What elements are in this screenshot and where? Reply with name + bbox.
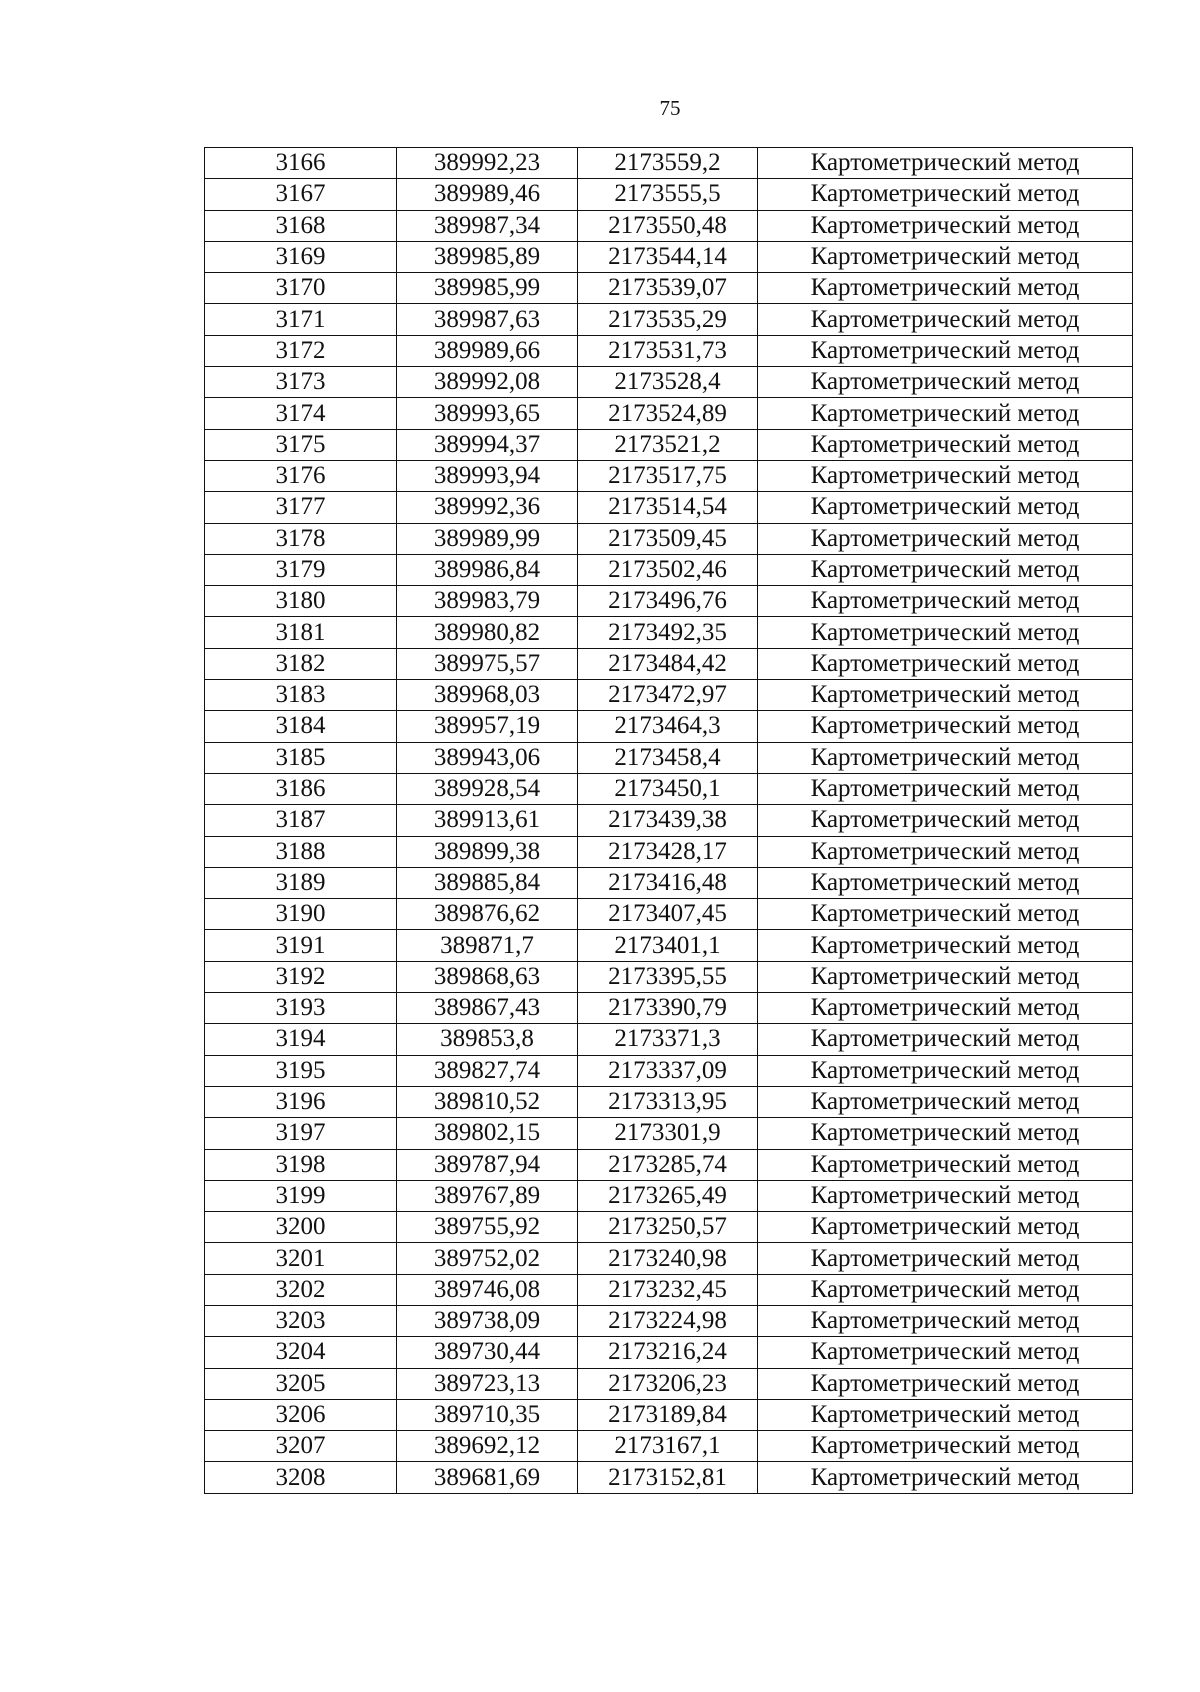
x-coordinate-cell: 389968,03 bbox=[397, 680, 578, 711]
y-coordinate-cell: 2173464,3 bbox=[578, 711, 758, 742]
method-cell: Картометрический метод bbox=[758, 1180, 1133, 1211]
x-coordinate-cell: 389868,63 bbox=[397, 961, 578, 992]
point-number-cell: 3196 bbox=[205, 1086, 397, 1117]
point-number-cell: 3167 bbox=[205, 179, 397, 210]
y-coordinate-cell: 2173206,23 bbox=[578, 1368, 758, 1399]
method-cell: Картометрический метод bbox=[758, 429, 1133, 460]
point-number-cell: 3170 bbox=[205, 273, 397, 304]
point-number-cell: 3198 bbox=[205, 1149, 397, 1180]
method-cell: Картометрический метод bbox=[758, 304, 1133, 335]
x-coordinate-cell: 389975,57 bbox=[397, 648, 578, 679]
method-cell: Картометрический метод bbox=[758, 899, 1133, 930]
x-coordinate-cell: 389810,52 bbox=[397, 1086, 578, 1117]
method-cell: Картометрический метод bbox=[758, 1431, 1133, 1462]
point-number-cell: 3186 bbox=[205, 773, 397, 804]
method-cell: Картометрический метод bbox=[758, 273, 1133, 304]
x-coordinate-cell: 389957,19 bbox=[397, 711, 578, 742]
point-number-cell: 3205 bbox=[205, 1368, 397, 1399]
y-coordinate-cell: 2173232,45 bbox=[578, 1274, 758, 1305]
method-cell: Картометрический метод bbox=[758, 680, 1133, 711]
x-coordinate-cell: 389710,35 bbox=[397, 1399, 578, 1430]
method-cell: Картометрический метод bbox=[758, 523, 1133, 554]
y-coordinate-cell: 2173502,46 bbox=[578, 554, 758, 585]
x-coordinate-cell: 389723,13 bbox=[397, 1368, 578, 1399]
table-row bbox=[205, 805, 1133, 836]
x-coordinate-cell: 389987,34 bbox=[397, 210, 578, 241]
y-coordinate-cell: 2173524,89 bbox=[578, 398, 758, 429]
table-row bbox=[205, 742, 1133, 773]
table-row bbox=[205, 1431, 1133, 1462]
point-number-cell: 3169 bbox=[205, 241, 397, 272]
table-row bbox=[205, 773, 1133, 804]
x-coordinate-cell: 389681,69 bbox=[397, 1462, 578, 1493]
point-number-cell: 3176 bbox=[205, 460, 397, 491]
y-coordinate-cell: 2173539,07 bbox=[578, 273, 758, 304]
x-coordinate-cell: 389746,08 bbox=[397, 1274, 578, 1305]
method-cell: Картометрический метод bbox=[758, 241, 1133, 272]
point-number-cell: 3206 bbox=[205, 1399, 397, 1430]
method-cell: Картометрический метод bbox=[758, 836, 1133, 867]
method-cell: Картометрический метод bbox=[758, 492, 1133, 523]
table-row bbox=[205, 398, 1133, 429]
y-coordinate-cell: 2173458,4 bbox=[578, 742, 758, 773]
point-number-cell: 3190 bbox=[205, 899, 397, 930]
y-coordinate-cell: 2173509,45 bbox=[578, 523, 758, 554]
point-number-cell: 3187 bbox=[205, 805, 397, 836]
table-row bbox=[205, 1118, 1133, 1149]
table-row bbox=[205, 1305, 1133, 1336]
table-row bbox=[205, 273, 1133, 304]
point-number-cell: 3193 bbox=[205, 993, 397, 1024]
x-coordinate-cell: 389989,66 bbox=[397, 335, 578, 366]
x-coordinate-cell: 389987,63 bbox=[397, 304, 578, 335]
point-number-cell: 3175 bbox=[205, 429, 397, 460]
method-cell: Картометрический метод bbox=[758, 179, 1133, 210]
method-cell: Картометрический метод bbox=[758, 993, 1133, 1024]
table-row bbox=[205, 1243, 1133, 1274]
y-coordinate-cell: 2173450,1 bbox=[578, 773, 758, 804]
x-coordinate-cell: 389899,38 bbox=[397, 836, 578, 867]
y-coordinate-cell: 2173531,73 bbox=[578, 335, 758, 366]
point-number-cell: 3204 bbox=[205, 1337, 397, 1368]
point-number-cell: 3195 bbox=[205, 1055, 397, 1086]
table-row bbox=[205, 460, 1133, 491]
method-cell: Картометрический метод bbox=[758, 1337, 1133, 1368]
point-number-cell: 3194 bbox=[205, 1024, 397, 1055]
y-coordinate-cell: 2173416,48 bbox=[578, 867, 758, 898]
x-coordinate-cell: 389992,08 bbox=[397, 367, 578, 398]
method-cell: Картометрический метод bbox=[758, 617, 1133, 648]
point-number-cell: 3199 bbox=[205, 1180, 397, 1211]
y-coordinate-cell: 2173407,45 bbox=[578, 899, 758, 930]
coordinates-table-body bbox=[205, 148, 1133, 1494]
y-coordinate-cell: 2173301,9 bbox=[578, 1118, 758, 1149]
table-row bbox=[205, 1274, 1133, 1305]
y-coordinate-cell: 2173559,2 bbox=[578, 148, 758, 179]
method-cell: Картометрический метод bbox=[758, 1399, 1133, 1430]
point-number-cell: 3200 bbox=[205, 1212, 397, 1243]
table-row bbox=[205, 304, 1133, 335]
table-row bbox=[205, 867, 1133, 898]
x-coordinate-cell: 389867,43 bbox=[397, 993, 578, 1024]
point-number-cell: 3191 bbox=[205, 930, 397, 961]
table-row bbox=[205, 1368, 1133, 1399]
x-coordinate-cell: 389943,06 bbox=[397, 742, 578, 773]
table-row bbox=[205, 523, 1133, 554]
y-coordinate-cell: 2173395,55 bbox=[578, 961, 758, 992]
method-cell: Картометрический метод bbox=[758, 867, 1133, 898]
method-cell: Картометрический метод bbox=[758, 742, 1133, 773]
point-number-cell: 3178 bbox=[205, 523, 397, 554]
method-cell: Картометрический метод bbox=[758, 367, 1133, 398]
point-number-cell: 3168 bbox=[205, 210, 397, 241]
method-cell: Картометрический метод bbox=[758, 1462, 1133, 1493]
x-coordinate-cell: 389752,02 bbox=[397, 1243, 578, 1274]
point-number-cell: 3203 bbox=[205, 1305, 397, 1336]
x-coordinate-cell: 389787,94 bbox=[397, 1149, 578, 1180]
x-coordinate-cell: 389755,92 bbox=[397, 1212, 578, 1243]
table-row bbox=[205, 1149, 1133, 1180]
point-number-cell: 3166 bbox=[205, 148, 397, 179]
x-coordinate-cell: 389928,54 bbox=[397, 773, 578, 804]
y-coordinate-cell: 2173390,79 bbox=[578, 993, 758, 1024]
point-number-cell: 3179 bbox=[205, 554, 397, 585]
table-row bbox=[205, 586, 1133, 617]
method-cell: Картометрический метод bbox=[758, 1243, 1133, 1274]
y-coordinate-cell: 2173189,84 bbox=[578, 1399, 758, 1430]
y-coordinate-cell: 2173472,97 bbox=[578, 680, 758, 711]
x-coordinate-cell: 389802,15 bbox=[397, 1118, 578, 1149]
page-number: 75 bbox=[659, 96, 681, 120]
x-coordinate-cell: 389827,74 bbox=[397, 1055, 578, 1086]
x-coordinate-cell: 389985,99 bbox=[397, 273, 578, 304]
point-number-cell: 3182 bbox=[205, 648, 397, 679]
x-coordinate-cell: 389885,84 bbox=[397, 867, 578, 898]
table-row bbox=[205, 367, 1133, 398]
method-cell: Картометрический метод bbox=[758, 460, 1133, 491]
method-cell: Картометрический метод bbox=[758, 398, 1133, 429]
y-coordinate-cell: 2173484,42 bbox=[578, 648, 758, 679]
method-cell: Картометрический метод bbox=[758, 210, 1133, 241]
point-number-cell: 3180 bbox=[205, 586, 397, 617]
method-cell: Картометрический метод bbox=[758, 930, 1133, 961]
point-number-cell: 3208 bbox=[205, 1462, 397, 1493]
x-coordinate-cell: 389871,7 bbox=[397, 930, 578, 961]
table-row bbox=[205, 711, 1133, 742]
method-cell: Картометрический метод bbox=[758, 1274, 1133, 1305]
y-coordinate-cell: 2173514,54 bbox=[578, 492, 758, 523]
y-coordinate-cell: 2173550,48 bbox=[578, 210, 758, 241]
y-coordinate-cell: 2173167,1 bbox=[578, 1431, 758, 1462]
table-row bbox=[205, 554, 1133, 585]
table-row bbox=[205, 617, 1133, 648]
method-cell: Картометрический метод bbox=[758, 961, 1133, 992]
table-row bbox=[205, 179, 1133, 210]
y-coordinate-cell: 2173439,38 bbox=[578, 805, 758, 836]
y-coordinate-cell: 2173224,98 bbox=[578, 1305, 758, 1336]
x-coordinate-cell: 389985,89 bbox=[397, 241, 578, 272]
x-coordinate-cell: 389993,65 bbox=[397, 398, 578, 429]
table-row bbox=[205, 335, 1133, 366]
x-coordinate-cell: 389992,36 bbox=[397, 492, 578, 523]
method-cell: Картометрический метод bbox=[758, 1368, 1133, 1399]
table-row bbox=[205, 680, 1133, 711]
x-coordinate-cell: 389993,94 bbox=[397, 460, 578, 491]
y-coordinate-cell: 2173517,75 bbox=[578, 460, 758, 491]
x-coordinate-cell: 389980,82 bbox=[397, 617, 578, 648]
table-row bbox=[205, 1024, 1133, 1055]
y-coordinate-cell: 2173544,14 bbox=[578, 241, 758, 272]
point-number-cell: 3189 bbox=[205, 867, 397, 898]
method-cell: Картометрический метод bbox=[758, 773, 1133, 804]
table-row bbox=[205, 1212, 1133, 1243]
x-coordinate-cell: 389992,23 bbox=[397, 148, 578, 179]
x-coordinate-cell: 389986,84 bbox=[397, 554, 578, 585]
point-number-cell: 3185 bbox=[205, 742, 397, 773]
point-number-cell: 3172 bbox=[205, 335, 397, 366]
method-cell: Картометрический метод bbox=[758, 1212, 1133, 1243]
x-coordinate-cell: 389994,37 bbox=[397, 429, 578, 460]
table-row bbox=[205, 1055, 1133, 1086]
y-coordinate-cell: 2173285,74 bbox=[578, 1149, 758, 1180]
x-coordinate-cell: 389730,44 bbox=[397, 1337, 578, 1368]
y-coordinate-cell: 2173337,09 bbox=[578, 1055, 758, 1086]
y-coordinate-cell: 2173401,1 bbox=[578, 930, 758, 961]
method-cell: Картометрический метод bbox=[758, 554, 1133, 585]
y-coordinate-cell: 2173216,24 bbox=[578, 1337, 758, 1368]
y-coordinate-cell: 2173528,4 bbox=[578, 367, 758, 398]
point-number-cell: 3197 bbox=[205, 1118, 397, 1149]
table-row bbox=[205, 961, 1133, 992]
method-cell: Картометрический метод bbox=[758, 586, 1133, 617]
x-coordinate-cell: 389767,89 bbox=[397, 1180, 578, 1211]
y-coordinate-cell: 2173250,57 bbox=[578, 1212, 758, 1243]
y-coordinate-cell: 2173313,95 bbox=[578, 1086, 758, 1117]
x-coordinate-cell: 389876,62 bbox=[397, 899, 578, 930]
method-cell: Картометрический метод bbox=[758, 1149, 1133, 1180]
y-coordinate-cell: 2173152,81 bbox=[578, 1462, 758, 1493]
y-coordinate-cell: 2173371,3 bbox=[578, 1024, 758, 1055]
table-row bbox=[205, 492, 1133, 523]
method-cell: Картометрический метод bbox=[758, 335, 1133, 366]
point-number-cell: 3192 bbox=[205, 961, 397, 992]
table-row bbox=[205, 930, 1133, 961]
y-coordinate-cell: 2173521,2 bbox=[578, 429, 758, 460]
point-number-cell: 3188 bbox=[205, 836, 397, 867]
coordinates-table bbox=[204, 147, 1133, 1494]
x-coordinate-cell: 389853,8 bbox=[397, 1024, 578, 1055]
point-number-cell: 3174 bbox=[205, 398, 397, 429]
method-cell: Картометрический метод bbox=[758, 711, 1133, 742]
table-row bbox=[205, 1086, 1133, 1117]
point-number-cell: 3183 bbox=[205, 680, 397, 711]
y-coordinate-cell: 2173496,76 bbox=[578, 586, 758, 617]
point-number-cell: 3177 bbox=[205, 492, 397, 523]
table-row bbox=[205, 1337, 1133, 1368]
y-coordinate-cell: 2173428,17 bbox=[578, 836, 758, 867]
y-coordinate-cell: 2173492,35 bbox=[578, 617, 758, 648]
point-number-cell: 3184 bbox=[205, 711, 397, 742]
point-number-cell: 3173 bbox=[205, 367, 397, 398]
method-cell: Картометрический метод bbox=[758, 1024, 1133, 1055]
table-row bbox=[205, 993, 1133, 1024]
table-row bbox=[205, 429, 1133, 460]
x-coordinate-cell: 389989,99 bbox=[397, 523, 578, 554]
method-cell: Картометрический метод bbox=[758, 148, 1133, 179]
y-coordinate-cell: 2173555,5 bbox=[578, 179, 758, 210]
table-row bbox=[205, 148, 1133, 179]
table-row bbox=[205, 836, 1133, 867]
method-cell: Картометрический метод bbox=[758, 1055, 1133, 1086]
x-coordinate-cell: 389692,12 bbox=[397, 1431, 578, 1462]
point-number-cell: 3202 bbox=[205, 1274, 397, 1305]
point-number-cell: 3181 bbox=[205, 617, 397, 648]
method-cell: Картометрический метод bbox=[758, 1118, 1133, 1149]
table-row bbox=[205, 648, 1133, 679]
table-row bbox=[205, 210, 1133, 241]
y-coordinate-cell: 2173240,98 bbox=[578, 1243, 758, 1274]
table-row bbox=[205, 899, 1133, 930]
y-coordinate-cell: 2173535,29 bbox=[578, 304, 758, 335]
table-row bbox=[205, 1462, 1133, 1493]
table-row bbox=[205, 1399, 1133, 1430]
point-number-cell: 3171 bbox=[205, 304, 397, 335]
method-cell: Картометрический метод bbox=[758, 1086, 1133, 1117]
y-coordinate-cell: 2173265,49 bbox=[578, 1180, 758, 1211]
table-row bbox=[205, 241, 1133, 272]
method-cell: Картометрический метод bbox=[758, 648, 1133, 679]
x-coordinate-cell: 389983,79 bbox=[397, 586, 578, 617]
point-number-cell: 3201 bbox=[205, 1243, 397, 1274]
method-cell: Картометрический метод bbox=[758, 805, 1133, 836]
x-coordinate-cell: 389913,61 bbox=[397, 805, 578, 836]
x-coordinate-cell: 389738,09 bbox=[397, 1305, 578, 1336]
method-cell: Картометрический метод bbox=[758, 1305, 1133, 1336]
point-number-cell: 3207 bbox=[205, 1431, 397, 1462]
table-row bbox=[205, 1180, 1133, 1211]
x-coordinate-cell: 389989,46 bbox=[397, 179, 578, 210]
